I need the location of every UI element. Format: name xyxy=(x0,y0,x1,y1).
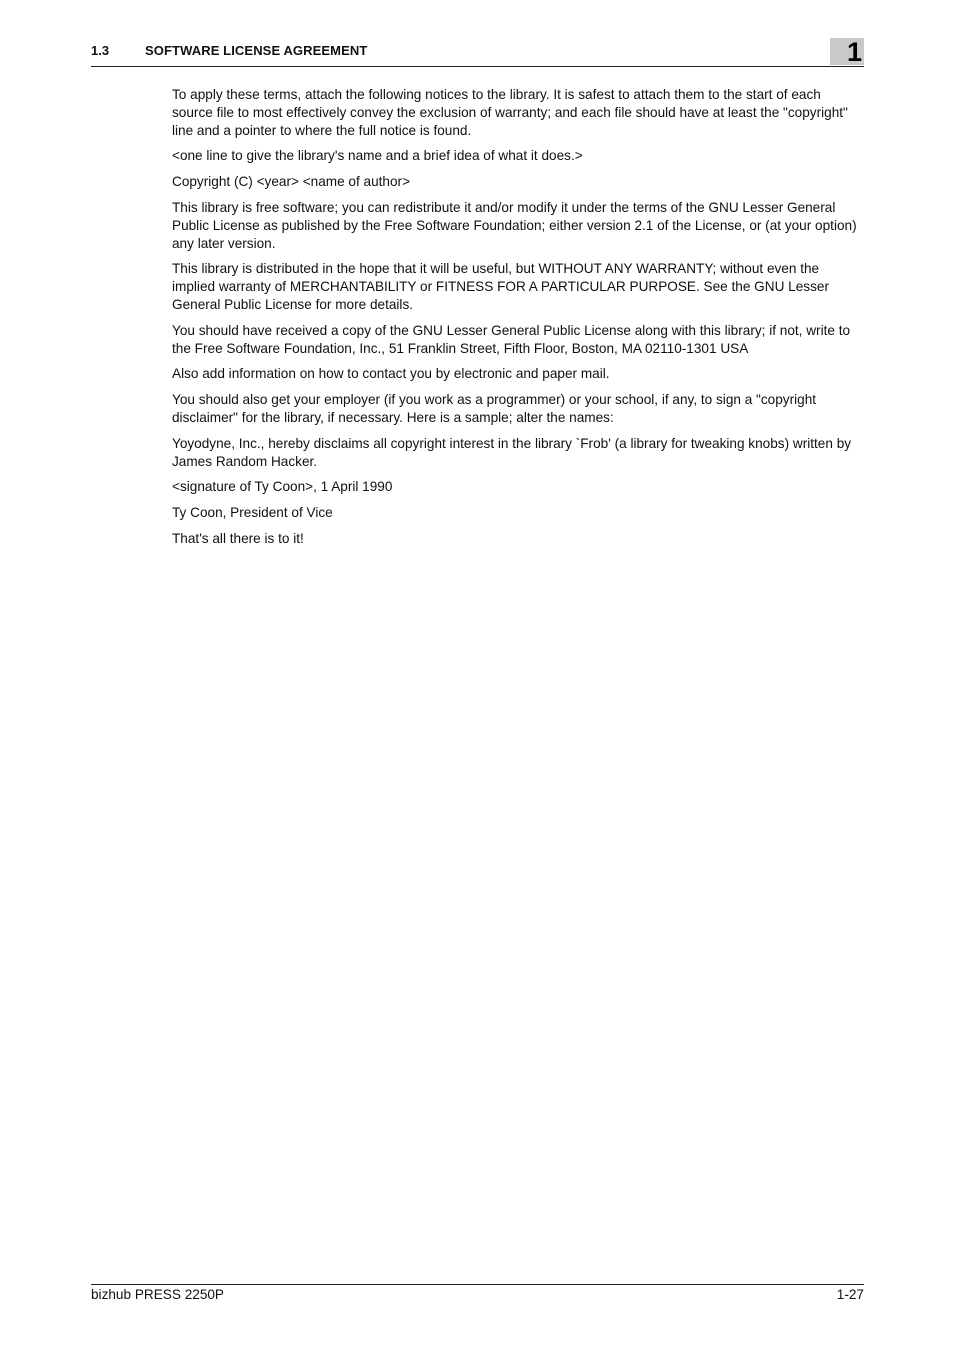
section-number: 1.3 xyxy=(91,43,110,58)
paragraph-closing: That's all there is to it! xyxy=(172,530,304,546)
paragraph-signature: <signature of Ty Coon>, 1 April 1990 xyxy=(172,479,393,495)
paragraph-apply-terms: To apply these terms, attach the following notices to the library. It is safest to attach them to the start of each source file to most effectively convey the exclusion of warranty; and each file should have at least the "copyright" line and a pointer to where the full notice is found. xyxy=(172,87,848,138)
paragraph-disclaimer-sample: Yoyodyne, Inc., hereby disclaims all copyright interest in the library `Frob' (a library for tweaking knobs) written by James Random Hacker. xyxy=(172,435,852,469)
page-header xyxy=(91,37,864,67)
paragraph-free-software: This library is free software; you can redistribute it and/or modify it under the terms of the GNU Lesser General Public License as published by the Free Software Foundation; either version 2.1 of the License, or (at your option) any later version. xyxy=(172,199,857,251)
paragraph-copyright: Copyright (C) <year> <name of author> xyxy=(172,174,411,190)
paragraph-employer: You should also get your employer (if you work as a programmer) or your school, if any, to sign a "copyright disclaimer" for the library, if necessary. Here is a sample; alter the names: xyxy=(172,392,817,425)
page-footer xyxy=(91,1284,864,1302)
section-title: SOFTWARE LICENSE AGREEMENT xyxy=(145,43,368,58)
page-number: 1-27 xyxy=(836,1287,864,1302)
paragraph-contact: Also add information on how to contact you by electronic and paper mail. xyxy=(172,366,610,382)
paragraph-no-warranty: This library is distributed in the hope that it will be useful, but WITHOUT ANY WARRANTY; without even the implied warranty of MERCHANTABILITY or FITNESS FOR A PARTICULAR PURPOSE. See the GNU Lesser General Public License for more details. xyxy=(172,261,829,312)
chapter-tab xyxy=(830,38,864,65)
paragraph-received-copy: You should have received a copy of the GNU Lesser General Public License along with this library; if not, write to the Free Software Foundation, Inc., 51 Franklin Street, Fifth Floor, Boston, MA 02110-1301 USA xyxy=(172,322,851,356)
chapter-number: 1 xyxy=(846,37,862,67)
license-body xyxy=(172,86,864,556)
paragraph-library-name: <one line to give the library's name and a brief idea of what it does.> xyxy=(172,148,583,164)
paragraph-signer: Ty Coon, President of Vice xyxy=(172,505,333,521)
product-name: bizhub PRESS 2250P xyxy=(91,1287,225,1302)
